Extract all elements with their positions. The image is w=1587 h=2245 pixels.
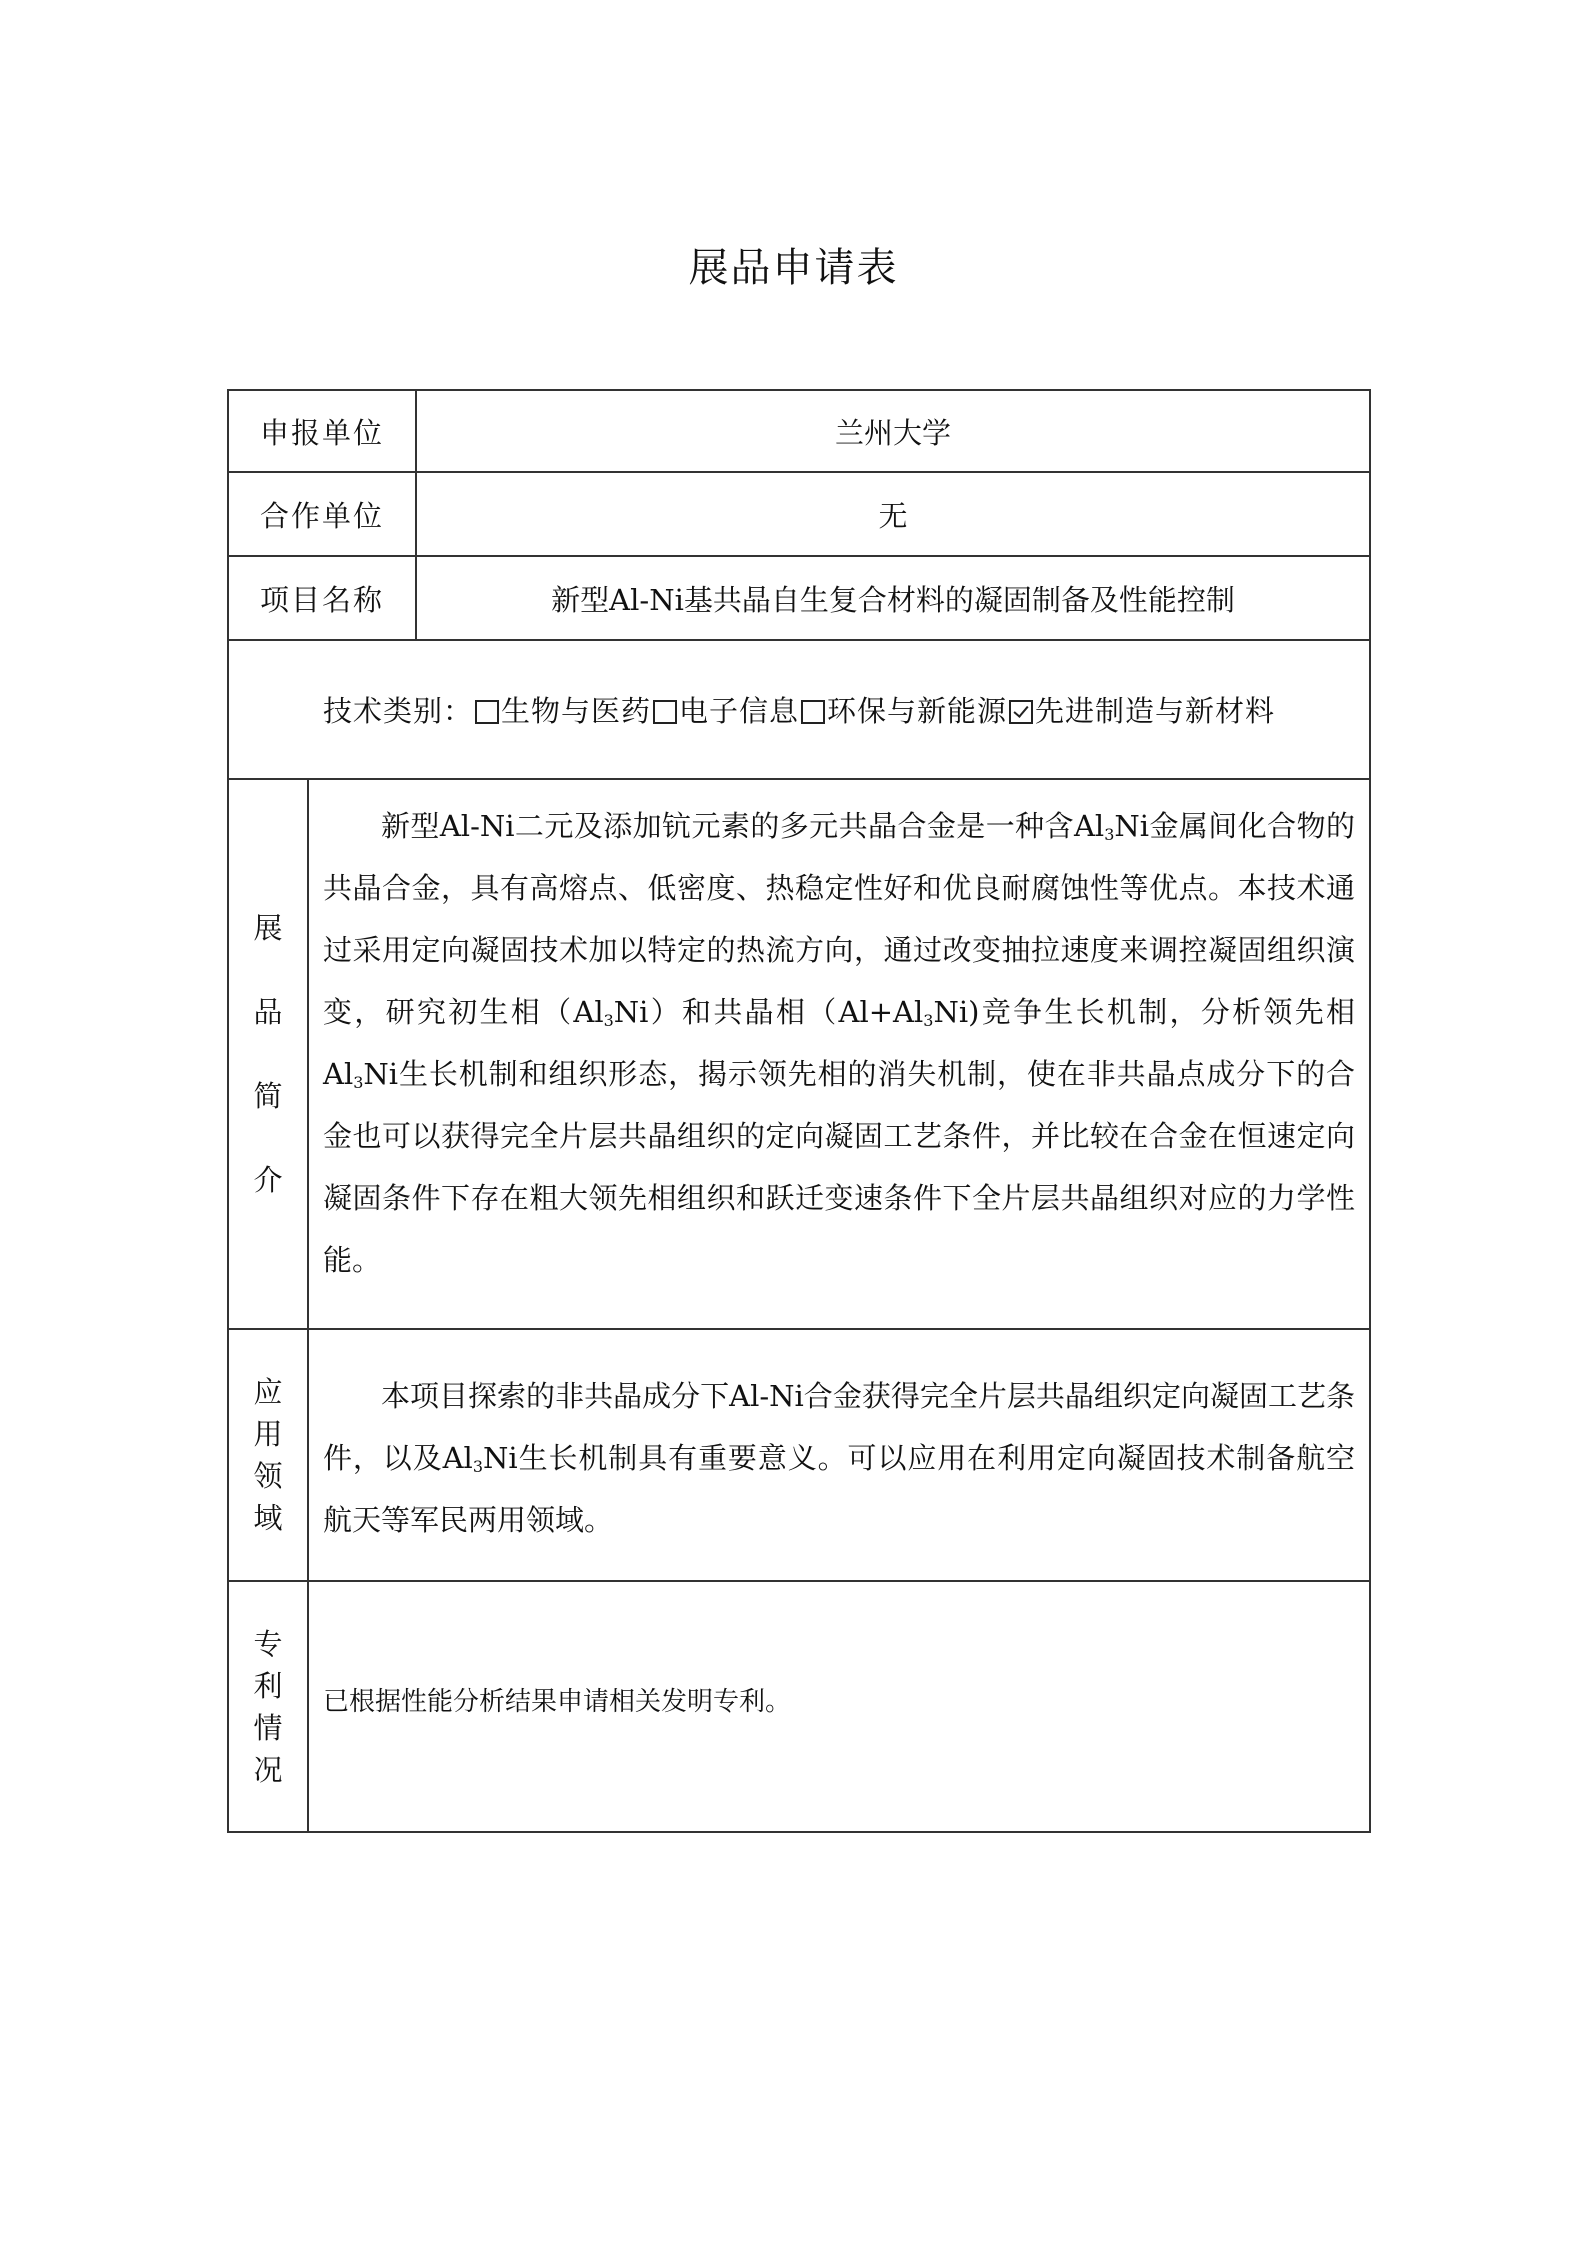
patent-label-char: 情 [253, 1710, 283, 1745]
patent-text: 已根据性能分析结果申请相关发明专利。 [323, 1686, 792, 1717]
patent-content [308, 1581, 1370, 1832]
project-label: 项目名称 [228, 556, 416, 640]
category-option-bio: 生物与医药 [500, 694, 651, 728]
checked-checkbox-icon[interactable] [1009, 700, 1033, 724]
project-value: 新型Al-Ni基共晶自生复合材料的凝固制备及性能控制 [416, 556, 1370, 640]
application-label-char: 应 [253, 1375, 283, 1409]
tech-category [228, 640, 1370, 779]
checkbox-icon[interactable] [475, 700, 499, 724]
intro-text-5: Ni生长机制和组织形态，揭示领先相的消失机制，使在非共晶点成分下的合金也可以获得完全片层共晶组织的定向凝固工艺条件，并比较在合金在恒速定向凝固条件下存在粗大领先相组织和跃迁变速条件下全片层共晶组织对应的力学性能。 [323, 1057, 1356, 1277]
partner-label: 合作单位 [228, 472, 416, 556]
intro-label-char: 展 [253, 911, 283, 945]
applicant-label: 申报单位 [228, 390, 416, 472]
application-form-table [227, 389, 1371, 1833]
subscript: 3 [1104, 825, 1115, 844]
application-label-char: 域 [253, 1501, 283, 1535]
row-partner [228, 472, 1370, 556]
application-text-2: Ni生长机制具有重要意义。可以应用在利用定向凝固技术制备航空航天等军民两用领域。 [323, 1441, 1356, 1537]
application-label [228, 1329, 308, 1581]
patent-label-char: 利 [253, 1668, 283, 1703]
row-patent [228, 1581, 1370, 1832]
intro-label-char: 介 [253, 1163, 283, 1197]
application-text-1: 本项目探索的非共晶成分下Al-Ni合金获得完全片层共晶组织定向凝固工艺条件，以及Al [323, 1379, 1356, 1475]
row-intro [228, 779, 1370, 1329]
checkbox-icon[interactable] [801, 700, 825, 724]
applicant-value: 兰州大学 [416, 390, 1370, 472]
subscript: 3 [353, 1073, 364, 1092]
intro-text-3: Ni）和共晶相（Al+Al [613, 995, 924, 1029]
partner-value: 无 [416, 472, 1370, 556]
intro-label [228, 779, 308, 1329]
category-option-energy: 环保与新能源 [827, 694, 1008, 728]
row-applicant [228, 390, 1370, 472]
patent-label [228, 1581, 308, 1832]
intro-label-char: 简 [253, 1079, 283, 1113]
intro-text-1: 新型Al-Ni二元及添加钪元素的多元共晶合金是一种含Al [381, 809, 1105, 843]
application-label-char: 用 [253, 1417, 283, 1451]
subscript: 3 [603, 1011, 614, 1030]
subscript: 3 [923, 1011, 934, 1030]
intro-label-char: 品 [253, 995, 283, 1029]
intro-text-4: Ni)竞争生长机制，分析领先相Al [323, 995, 1356, 1091]
subscript: 3 [472, 1457, 484, 1476]
application-content [308, 1329, 1370, 1581]
patent-label-char: 况 [253, 1752, 283, 1787]
category-option-manufacturing: 先进制造与新材料 [1035, 694, 1276, 728]
checkbox-icon[interactable] [653, 700, 677, 724]
category-prefix: 技术类别： [322, 694, 473, 728]
row-category [228, 640, 1370, 779]
page-title: 展品申请表 [688, 245, 899, 291]
application-label-char: 领 [253, 1459, 283, 1493]
intro-paragraph [309, 795, 1369, 1291]
patent-label-char: 专 [253, 1626, 283, 1661]
application-paragraph [309, 1365, 1369, 1551]
category-option-electronics: 电子信息 [679, 694, 800, 728]
intro-content [308, 779, 1370, 1329]
row-project [228, 556, 1370, 640]
row-application [228, 1329, 1370, 1581]
intro-text-2: Ni金属间化合物的共晶合金，具有高熔点、低密度、热稳定性好和优良耐腐蚀性等优点。本技术通过采用定向凝固技术加以特定的热流方向，通过改变抽拉速度来调控凝固组织演变，研究初生相（Al [323, 809, 1356, 1029]
